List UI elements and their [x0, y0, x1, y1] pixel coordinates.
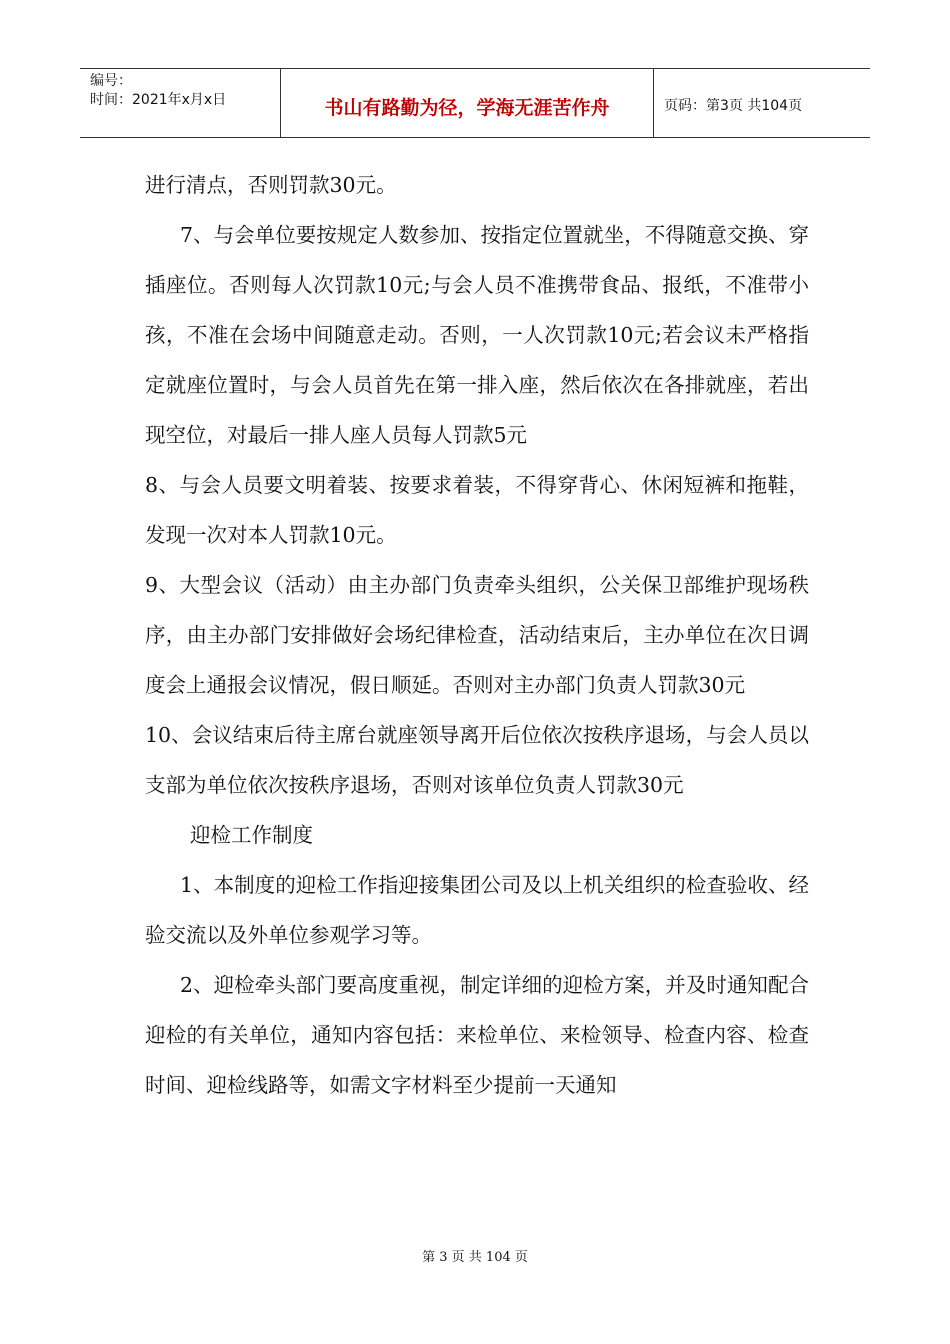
- paragraph: 7、与会单位要按规定人数参加、按指定位置就坐，不得随意交换、穿插座位。否则每人次罚款10元;与会人员不准携带食品、报纸，不准带小孩，不准在会场中间随意走动。否则，一人次罚款10元;若会议未严格指定就座位置时，与会人员首先在第一排入座，然后依次在各排就座，若出现空位，对最后一排人座人员每人罚款5元: [145, 223, 809, 447]
- header-page-number: 页码：第3页 共104页: [664, 98, 803, 114]
- paragraph: 8、与会人员要文明着装、按要求着装，不得穿背心、休闲短裤和拖鞋，发现一次对本人罚款10元。: [145, 473, 809, 547]
- document-number: 编号：: [90, 73, 132, 89]
- document-body: [145, 160, 809, 1110]
- document-date: 时间：2021年x月x日: [90, 92, 227, 108]
- section-heading: 迎检工作制度: [190, 823, 313, 847]
- page-header: [80, 68, 870, 138]
- header-meta: [80, 69, 281, 137]
- paragraph: 2、迎检牵头部门要高度重视，制定详细的迎检方案，并及时通知配合迎检的有关单位，通知内容包括：来检单位、来检领导、检查内容、检查时间、迎检线路等，如需文字材料至少提前一天通知: [145, 973, 809, 1097]
- paragraph: 进行清点，否则罚款30元。: [145, 173, 397, 197]
- paragraph: 10、会议结束后待主席台就座领导离开后位依次按秩序退场，与会人员以支部为单位依次按秩序退场，否则对该单位负责人罚款30元: [145, 723, 809, 797]
- paragraph: 1、本制度的迎检工作指迎接集团公司及以上机关组织的检查验收、经验交流以及外单位参观学习等。: [145, 873, 809, 947]
- header-motto: 书山有路勤为径，学海无涯苦作舟: [281, 69, 654, 137]
- page-footer: 第 3 页 共 104 页: [422, 1250, 528, 1265]
- paragraph: 9、大型会议（活动）由主办部门负责牵头组织，公关保卫部维护现场秩序，由主办部门安排做好会场纪律检查，活动结束后，主办单位在次日调度会上通报会议情况，假日顺延。否则对主办部门负责人罚款30元: [145, 573, 809, 697]
